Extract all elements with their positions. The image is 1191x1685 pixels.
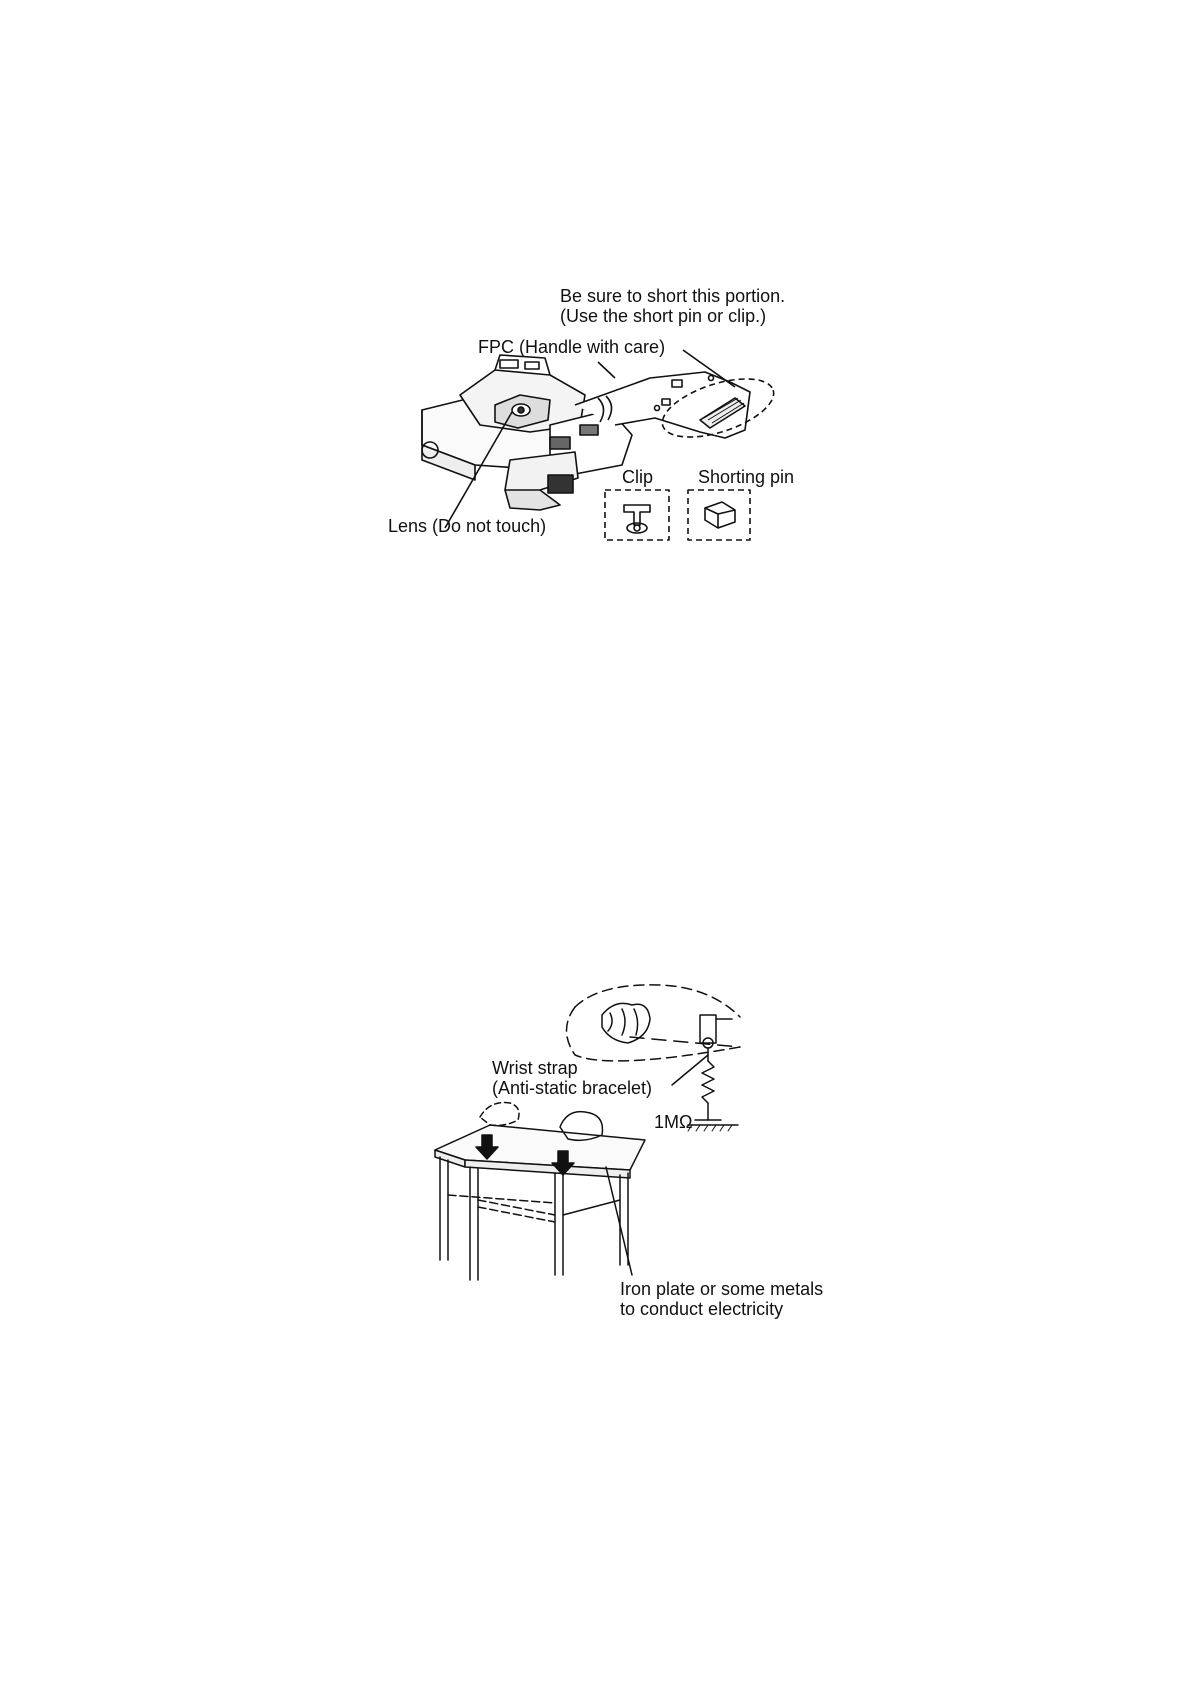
iron-plate-callout-line2: to conduct electricity (620, 1299, 784, 1319)
shorting-pin-label: Shorting pin (698, 467, 795, 487)
wrist-strap-callout-line2: (Anti-static bracelet) (492, 1078, 653, 1098)
esd-workbench-figure (410, 975, 830, 1335)
fpc-callout: FPC (Handle with care) (478, 337, 666, 357)
short-portion-callout-line1: Be sure to short this portion. (560, 286, 786, 306)
lens-callout: Lens (Do not touch) (388, 516, 547, 536)
resistor-value-label: 1MΩ (654, 1112, 693, 1132)
optical-pickup-figure (388, 286, 860, 590)
iron-plate-callout-line1: Iron plate or some metals (620, 1279, 824, 1299)
clip-label: Clip (622, 467, 654, 487)
wrist-strap-callout-line1: Wrist strap (492, 1058, 578, 1078)
short-portion-callout-line2: (Use the short pin or clip.) (560, 306, 767, 326)
